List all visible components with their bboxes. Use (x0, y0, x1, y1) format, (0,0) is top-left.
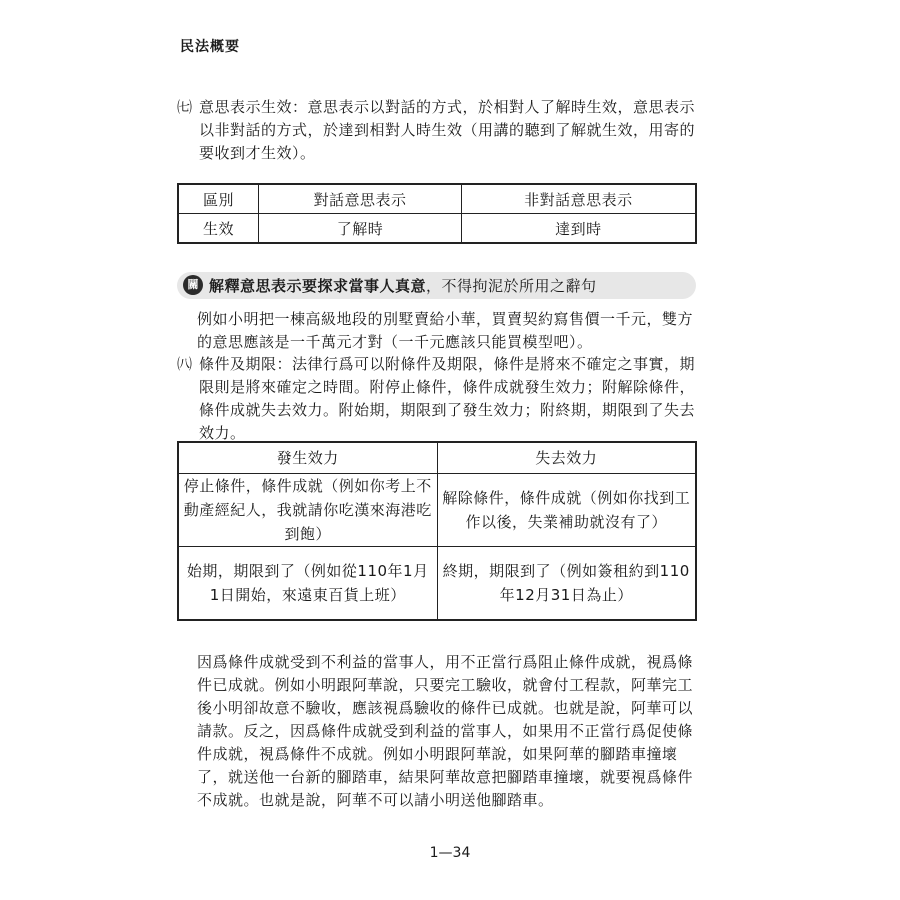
table-header-cell: 發生效力 (178, 442, 437, 474)
table-cell: 停止條件，條件成就（例如你考上不動產經紀人，我就請你吃漢來海港吃到飽） (178, 474, 437, 547)
example-paragraph: 例如小明把一棟高級地段的別墅賣給小華，買賣契約寫售價一千元，雙方的意思應該是一千萬元才對（一千元應該只能買模型吧）。 (197, 310, 694, 351)
item-8-text: 條件及期限：法律行爲可以附條件及期限，條件是將來不確定之事實，期限則是將來確定之時間。附停止條件，條件成就發生效力；附解除條件，條件成就失去效力。附始期，期限到了發生效力；附終期，期限到了失去效力。 (199, 355, 696, 442)
item-8-marker: ㈧ (177, 355, 193, 373)
table-row (178, 474, 696, 547)
table-row (178, 547, 696, 621)
item-7-paragraph (177, 96, 707, 165)
running-header: 民法概要 (180, 39, 240, 55)
table-header-row (178, 442, 696, 474)
table-row (178, 214, 696, 244)
item-7-marker: ㈦ (177, 98, 193, 116)
closing-paragraph: 因爲條件成就受到不利益的當事人，用不正當行爲阻止條件成就，視爲條件已成就。例如小明跟阿華說，只要完工驗收，就會付工程款，阿華完工後小明卻故意不驗收，應該視爲驗收的條件已成就。也就是說，阿華可以請款。反之，因爲條件成就受到利益的當事人，如果用不正當行爲促使條件成就，視爲條件不成就。例如小明跟阿華說，如果阿華的腳踏車撞壞了，就送他一台新的腳踏車，結果阿華故意把腳踏車撞壞，就要視爲條件不成就。也就是說，阿華不可以請小明送他腳踏車。 (197, 653, 694, 809)
table-cell: 始期，期限到了（例如從110年1月1日開始，來遠東百貨上班） (178, 547, 437, 621)
table-header-cell: 非對話意思表示 (461, 184, 696, 214)
key-point-bold: 解釋意思表示要探求當事人真意 (209, 277, 427, 295)
key-badge-icon: 關 (183, 275, 203, 295)
effect-comparison-table (177, 183, 697, 244)
table-cell: 解除條件，條件成就（例如你找到工作以後，失業補助就沒有了） (437, 474, 696, 547)
table-header-row (178, 184, 696, 214)
item-8-paragraph (177, 353, 702, 445)
table-cell: 達到時 (461, 214, 696, 244)
table-cell: 了解時 (259, 214, 462, 244)
table-header-cell: 對話意思表示 (259, 184, 462, 214)
key-point-text (209, 275, 597, 296)
table-header-cell: 區別 (178, 184, 259, 214)
condition-term-table (177, 441, 697, 621)
table-cell: 終期，期限到了（例如簽租約到110年12月31日為止） (437, 547, 696, 621)
table-cell: 生效 (178, 214, 259, 244)
page-number: 1—34 (429, 845, 471, 861)
key-point-rest: ，不得拘泥於所用之辭句 (426, 277, 597, 295)
key-point-box (177, 272, 696, 299)
item-7-text: 意思表示生效：意思表示以對話的方式，於相對人了解時生效，意思表示以非對話的方式，於達到相對人時生效（用講的聽到了解就生效，用寄的要收到才生效）。 (199, 98, 696, 162)
table-header-cell: 失去效力 (437, 442, 696, 474)
